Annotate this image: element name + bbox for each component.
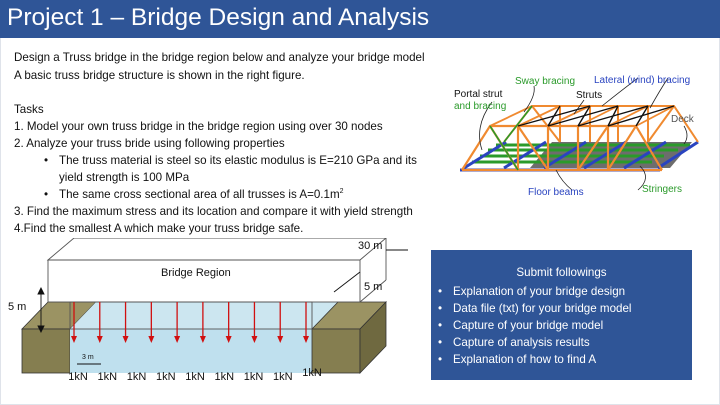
- label-length: 30 m: [358, 240, 383, 252]
- intro-line: Design a Truss bridge in the bridge region below and analyze your bridge model: [14, 51, 425, 64]
- bullet-icon: •: [438, 319, 443, 332]
- intro-line: A basic truss bridge structure is shown in the right figure.: [14, 68, 305, 82]
- load-label: 1kN: [126, 371, 147, 383]
- task-subitem-area: [14, 186, 454, 203]
- label-stringers: Stringers: [642, 184, 683, 195]
- label-deck: Deck: [671, 114, 694, 125]
- bullet-icon: •: [438, 353, 443, 366]
- label-width: 5 m: [364, 281, 383, 293]
- submit-item: [438, 351, 692, 368]
- submit-box: [431, 250, 692, 380]
- submit-item: [438, 334, 692, 351]
- bullet-icon: •: [438, 336, 443, 349]
- bridge-region-figure: [0, 238, 420, 398]
- subitem-text: The same cross sectional area of all trusses is A=0.1m: [59, 188, 340, 201]
- label-floor-beams: Floor beams: [528, 187, 584, 198]
- load-label: 1kN: [243, 371, 264, 383]
- subitem-continuation: yield strength is 100 MPa: [59, 171, 190, 184]
- load-label: 1kN: [214, 371, 235, 383]
- task-item-1: 1. Model your own truss bridge in the bridge region using over 30 nodes: [14, 120, 383, 133]
- submit-item: [438, 300, 692, 317]
- label-bridge-region: Bridge Region: [161, 267, 231, 279]
- label-spacing: 3 m: [82, 354, 94, 361]
- load-label: 1kN: [97, 371, 118, 383]
- bullet-icon: •: [438, 302, 443, 315]
- water-front: [70, 329, 312, 373]
- load-label: 1kN: [185, 371, 205, 383]
- tasks-heading: Tasks: [14, 103, 44, 116]
- bullet-icon: •: [44, 154, 49, 167]
- task-item-2: 2. Analyze your truss bride using following properties: [14, 137, 285, 150]
- intro-text: [14, 49, 454, 84]
- slide-title: Project 1 – Bridge Design and Analysis: [7, 4, 430, 31]
- label-portal-bracing: and bracing: [454, 101, 507, 112]
- label-height: 5 m: [8, 301, 27, 313]
- left-bank-front: [22, 329, 70, 373]
- submit-item-text: Capture of your bridge model: [453, 319, 604, 332]
- load-label: 1kN: [272, 371, 293, 383]
- title-bar: [0, 0, 720, 38]
- bullet-icon: •: [44, 188, 49, 201]
- submit-item-text: Explanation of how to find A: [453, 353, 597, 366]
- load-label: 1kN: [68, 371, 88, 383]
- superscript: 2: [339, 188, 344, 196]
- label-sway-bracing: Sway bracing: [515, 76, 576, 87]
- subitem-text: The truss material is steel so its elastic modulus is E=210 GPa and its: [59, 154, 417, 167]
- label-lateral-bracing: Lateral (wind) bracing: [594, 75, 691, 86]
- bullet-icon: •: [438, 285, 443, 298]
- task-item-3: 3. Find the maximum stress and its location and compare it with yield strength: [14, 205, 413, 218]
- submit-item-text: Capture of analysis results: [453, 336, 590, 349]
- submit-item: [438, 317, 692, 334]
- submit-list: [431, 283, 692, 368]
- label-struts: Struts: [576, 90, 603, 101]
- truss-bridge-figure: [452, 66, 720, 202]
- tasks-section: [14, 101, 454, 237]
- load-label: 1kN: [155, 371, 176, 383]
- submit-item: [438, 283, 692, 300]
- task-item-4: 4.Find the smallest A which make your truss bridge safe.: [14, 222, 304, 235]
- load-label: 1kN: [302, 367, 322, 379]
- submit-item-text: Explanation of your bridge design: [453, 285, 626, 298]
- water-top: [70, 302, 338, 329]
- submit-title: Submit followings: [516, 266, 607, 279]
- submit-item-text: Data file (txt) for your bridge model: [453, 302, 632, 315]
- label-portal-strut: Portal strut: [454, 89, 503, 100]
- task-subitem-material: [14, 152, 454, 169]
